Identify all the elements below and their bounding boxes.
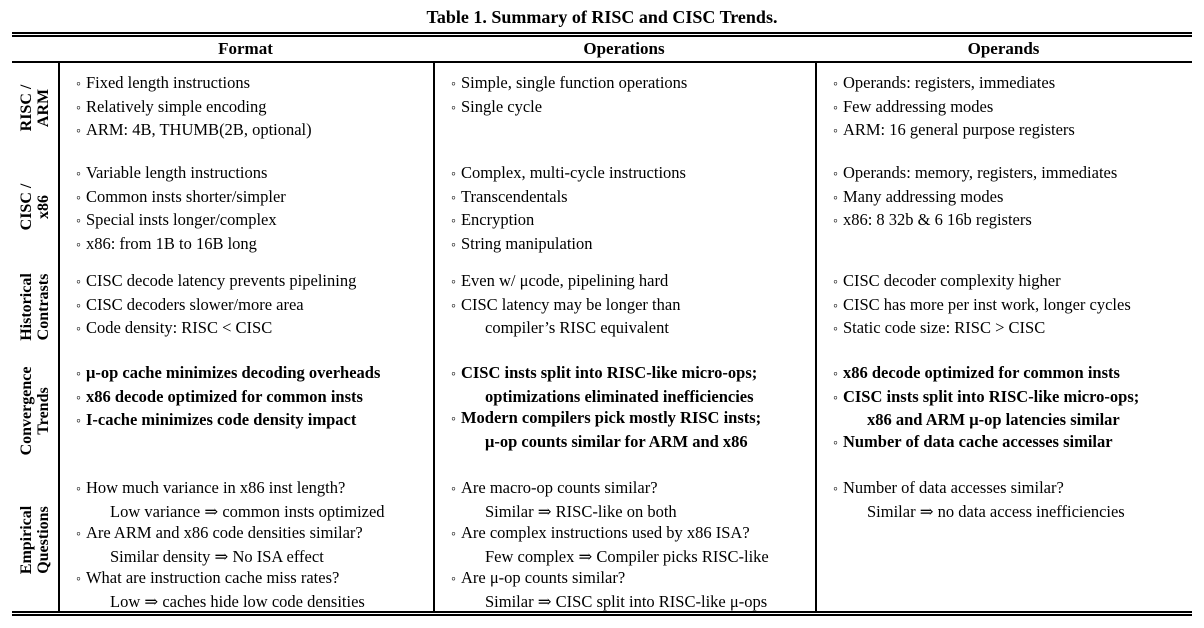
bullet-icon: ◦	[833, 100, 838, 116]
continuation-line	[435, 546, 809, 568]
bullet-icon: ◦	[833, 167, 838, 182]
cell-line-text: x86: 8 32b & 6 16b registers	[842, 210, 1032, 229]
bullet-icon: ◦	[76, 77, 81, 92]
bullet-line	[60, 270, 427, 294]
bullet-line	[435, 162, 809, 186]
cell-line-text: Static code size: RISC > CISC	[842, 318, 1046, 337]
row-label-empirical-questions	[12, 468, 58, 612]
row-label-line: Questions	[35, 506, 52, 574]
bullet-line	[60, 72, 427, 96]
cell-cisc-x86-operations	[433, 153, 815, 261]
bullet-line	[817, 209, 1186, 233]
bullet-icon: ◦	[833, 298, 838, 314]
bullet-line	[435, 209, 809, 233]
cell-line-text: Operands: memory, registers, immediates	[842, 163, 1118, 182]
row-label-line: Empirical	[18, 505, 35, 575]
continuation-line	[60, 591, 427, 613]
table-body	[12, 63, 1192, 616]
cell-line-text: x86 and ARM μ-op latencies similar	[867, 410, 1120, 429]
bullet-icon: ◦	[76, 237, 81, 253]
bullet-icon: ◦	[451, 190, 456, 206]
cell-line-text: String manipulation	[460, 233, 593, 253]
row-label-cisc-x86	[12, 153, 58, 261]
bullet-line	[817, 294, 1186, 318]
cell-line-text: Are macro-op counts similar?	[460, 478, 658, 497]
bullet-line	[817, 362, 1186, 386]
cell-line-text: Few complex ⇒ Compiler picks RISC-like	[485, 546, 769, 566]
bullet-line	[817, 96, 1186, 120]
table-title: Table 1. Summary of RISC and CISC Trends.	[426, 7, 778, 27]
bullet-icon: ◦	[76, 390, 81, 406]
cell-line-text: compiler’s RISC equivalent	[485, 318, 669, 337]
bullet-icon: ◦	[76, 414, 81, 429]
cell-line-text: μ-op counts similar for ARM and x86	[485, 431, 748, 451]
cell-risc-arm-format	[58, 63, 433, 153]
cell-cisc-x86-operands	[815, 153, 1192, 261]
cell-risc-arm-operations	[433, 63, 815, 153]
cell-line-text: ARM: 4B, THUMB(2B, optional)	[85, 120, 312, 139]
continuation-line	[435, 501, 809, 523]
cell-line-text: x86: from 1B to 16B long	[85, 233, 257, 253]
column-header-operations: Operations	[583, 39, 665, 58]
bullet-icon: ◦	[76, 100, 81, 116]
cell-line-text: I-cache minimizes code density impact	[85, 410, 357, 429]
bullet-icon: ◦	[833, 482, 838, 497]
table-row-cisc-x86	[12, 153, 1192, 261]
bullet-line	[60, 386, 427, 410]
bullet-line	[435, 96, 809, 120]
cell-line-text: Low ⇒ caches hide low code densities	[110, 591, 365, 611]
bullet-icon: ◦	[451, 237, 456, 253]
row-label-rotated-text	[18, 366, 52, 455]
bullet-line	[435, 186, 809, 210]
row-label-line: x86	[35, 195, 52, 219]
bullet-icon: ◦	[451, 167, 456, 182]
bullet-line	[817, 119, 1186, 143]
cell-line-text: Code density: RISC < CISC	[85, 318, 273, 337]
bullet-icon: ◦	[76, 367, 81, 382]
bullet-line	[60, 477, 427, 501]
bullet-icon: ◦	[451, 275, 456, 290]
bullet-line	[60, 119, 427, 143]
bullet-icon: ◦	[833, 214, 838, 229]
row-label-risc-arm	[12, 63, 58, 153]
cell-line-text: CISC insts split into RISC-like micro-ops;	[842, 386, 1140, 406]
cell-convergence-trends-operations	[433, 353, 815, 468]
cell-line-text: Fixed length instructions	[85, 73, 251, 92]
bullet-icon: ◦	[451, 214, 456, 229]
bullet-icon: ◦	[833, 275, 838, 290]
row-label-line: ARM	[35, 88, 52, 128]
cell-line-text: Simple, single function operations	[460, 73, 688, 92]
cell-line-text: Relatively simple encoding	[85, 96, 267, 116]
cell-line-text: Are complex instructions used by x86 ISA?	[460, 523, 750, 542]
bullet-icon: ◦	[833, 367, 838, 382]
cell-line-text: Modern compilers pick mostly RISC insts;	[460, 408, 762, 427]
bullet-line	[60, 522, 427, 546]
cell-line-text: Few addressing modes	[842, 96, 994, 116]
row-label-historical-contrasts	[12, 261, 58, 353]
row-label-rotated-text	[18, 85, 52, 132]
bullet-line	[817, 386, 1186, 410]
cell-line-text: ARM: 16 general purpose registers	[842, 120, 1075, 139]
cell-line-text: Are ARM and x86 code densities similar?	[85, 523, 363, 542]
bullet-icon: ◦	[76, 190, 81, 206]
bullet-line	[435, 233, 809, 257]
bullet-line	[435, 407, 809, 431]
bullet-icon: ◦	[833, 390, 838, 406]
cell-line-text: Are μ-op counts similar?	[460, 568, 626, 587]
cell-line-text: μ-op cache minimizes decoding overheads	[85, 363, 381, 382]
cell-empirical-questions-format	[58, 468, 433, 612]
continuation-line	[435, 431, 809, 453]
cell-line-text: Similar ⇒ no data access inefficiencies	[867, 501, 1125, 521]
cell-line-text: Number of data accesses similar?	[842, 478, 1064, 497]
cell-line-text: CISC decoder complexity higher	[842, 271, 1061, 290]
cell-historical-contrasts-format	[58, 261, 433, 353]
bullet-icon: ◦	[76, 527, 81, 542]
row-label-line: Historical	[18, 273, 35, 341]
bullet-line	[435, 72, 809, 96]
cell-line-text: Similar ⇒ CISC split into RISC-like μ-ops	[485, 591, 768, 611]
bullet-icon: ◦	[833, 435, 838, 451]
continuation-line	[60, 501, 427, 523]
continuation-line	[435, 386, 809, 408]
table-row-historical-contrasts	[12, 261, 1192, 353]
bullet-icon: ◦	[76, 167, 81, 182]
bullet-line	[60, 186, 427, 210]
cell-line-text: Encryption	[460, 210, 535, 229]
cell-line-text: CISC insts split into RISC-like micro-ops;	[460, 363, 758, 382]
bullet-icon: ◦	[76, 322, 81, 337]
cell-risc-arm-operands	[815, 63, 1192, 153]
continuation-line	[435, 317, 809, 339]
cell-line-text: x86 decode optimized for common insts	[85, 386, 363, 406]
cell-line-text: Common insts shorter/simpler	[85, 186, 286, 206]
bullet-line	[60, 209, 427, 233]
risc-cisc-table	[12, 32, 1192, 616]
table-row-convergence-trends	[12, 353, 1192, 468]
bullet-line	[60, 294, 427, 318]
continuation-line	[817, 501, 1186, 523]
row-label-rotated-text	[18, 273, 52, 341]
bullet-line	[435, 270, 809, 294]
cell-empirical-questions-operands	[815, 468, 1192, 612]
bullet-icon: ◦	[451, 367, 456, 382]
cell-line-text: Variable length instructions	[85, 163, 268, 182]
bullet-line	[60, 317, 427, 341]
cell-line-text: Number of data cache accesses similar	[842, 431, 1113, 451]
continuation-line	[60, 546, 427, 568]
bullet-icon: ◦	[76, 572, 81, 587]
row-label-rotated-text	[18, 506, 52, 574]
bullet-line	[60, 162, 427, 186]
cell-line-text: optimizations eliminated inefficiencies	[485, 386, 754, 406]
cell-line-text: How much variance in x86 inst length?	[85, 478, 346, 497]
column-header-format: Format	[218, 39, 273, 58]
cell-historical-contrasts-operands	[815, 261, 1192, 353]
bullet-line	[435, 477, 809, 501]
cell-line-text: CISC decode latency prevents pipelining	[85, 271, 357, 290]
bullet-line	[435, 567, 809, 591]
bullet-icon: ◦	[451, 77, 456, 92]
cell-line-text: Low variance ⇒ common insts optimized	[110, 501, 385, 521]
row-label-line: Convergence	[18, 366, 35, 455]
cell-line-text: Similar ⇒ RISC-like on both	[485, 501, 677, 521]
bullet-icon: ◦	[76, 214, 81, 229]
bullet-icon: ◦	[76, 124, 81, 139]
bullet-icon: ◦	[833, 124, 838, 139]
bullet-icon: ◦	[451, 527, 456, 542]
bullet-line	[435, 294, 809, 318]
cell-line-text: Operands: registers, immediates	[842, 73, 1056, 92]
bullet-icon: ◦	[833, 190, 838, 206]
bullet-icon: ◦	[451, 298, 456, 314]
table-row-empirical-questions	[12, 468, 1192, 611]
cell-line-text: CISC has more per inst work, longer cycles	[842, 294, 1131, 314]
row-label-line: CISC /	[18, 183, 35, 231]
cell-historical-contrasts-operations	[433, 261, 815, 353]
continuation-line	[817, 409, 1186, 431]
bullet-icon: ◦	[451, 572, 456, 587]
cell-cisc-x86-format	[58, 153, 433, 261]
bullet-icon: ◦	[76, 275, 81, 290]
bullet-line	[60, 233, 427, 257]
table-row-risc-arm	[12, 63, 1192, 153]
cell-line-text: Even w/ μcode, pipelining hard	[460, 271, 669, 290]
cell-convergence-trends-operands	[815, 353, 1192, 468]
bullet-line	[817, 162, 1186, 186]
continuation-line	[435, 591, 809, 613]
bullet-line	[60, 567, 427, 591]
row-label-line: RISC /	[18, 84, 35, 132]
row-label-line: Contrasts	[35, 273, 52, 341]
row-label-line: Trends	[35, 386, 52, 435]
cell-line-text: CISC decoders slower/more area	[85, 294, 304, 314]
bullet-icon: ◦	[833, 322, 838, 337]
cell-line-text: Many addressing modes	[842, 186, 1004, 206]
cell-line-text: Similar density ⇒ No ISA effect	[110, 546, 324, 566]
cell-line-text: CISC latency may be longer than	[460, 294, 681, 314]
bullet-line	[817, 477, 1186, 501]
cell-convergence-trends-format	[58, 353, 433, 468]
bullet-icon: ◦	[451, 482, 456, 497]
row-label-convergence-trends	[12, 353, 58, 468]
cell-line-text: Single cycle	[460, 96, 543, 116]
column-header-operands: Operands	[967, 39, 1040, 58]
cell-line-text: x86 decode optimized for common insts	[842, 363, 1120, 382]
row-label-rotated-text	[18, 184, 52, 231]
bullet-line	[817, 72, 1186, 96]
bullet-line	[60, 409, 427, 433]
cell-line-text: Complex, multi-cycle instructions	[460, 163, 686, 182]
bullet-line	[817, 431, 1186, 455]
cell-empirical-questions-operations	[433, 468, 815, 612]
cell-line-text: Special insts longer/complex	[85, 210, 277, 229]
bullet-line	[435, 362, 809, 386]
bullet-icon: ◦	[451, 412, 456, 427]
bullet-line	[60, 96, 427, 120]
cell-line-text: Transcendentals	[460, 186, 568, 206]
bullet-line	[60, 362, 427, 386]
table-header-row	[12, 37, 1192, 63]
bullet-icon: ◦	[76, 482, 81, 497]
bullet-line	[817, 186, 1186, 210]
bullet-icon: ◦	[833, 77, 838, 92]
bullet-icon: ◦	[451, 100, 456, 116]
bullet-line	[817, 270, 1186, 294]
bullet-line	[435, 522, 809, 546]
cell-line-text: What are instruction cache miss rates?	[85, 568, 340, 587]
bullet-line	[817, 317, 1186, 341]
bullet-icon: ◦	[76, 298, 81, 314]
